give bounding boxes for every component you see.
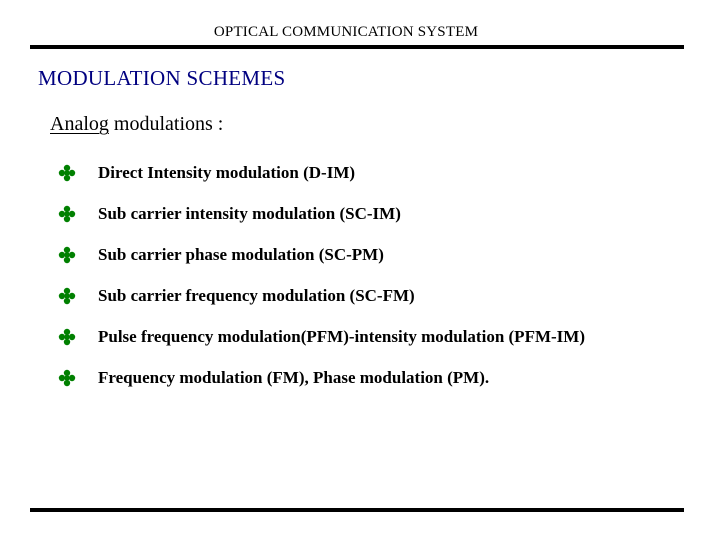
header-title: OPTICAL COMMUNICATION SYSTEM (213, 24, 479, 40)
list-item (58, 357, 585, 398)
diamond-bullet-icon (58, 205, 76, 223)
bullet-text: Sub carrier phase modulation (SC-PM) (98, 244, 384, 264)
list-item (58, 275, 585, 316)
top-divider (30, 45, 684, 49)
bullet-text: Sub carrier intensity modulation (SC-IM) (98, 203, 401, 223)
list-item (58, 234, 585, 275)
bullet-text: Frequency modulation (FM), Phase modulation (PM). (98, 367, 490, 387)
bullet-list (58, 152, 585, 398)
bottom-divider (30, 508, 684, 512)
subheading (50, 113, 223, 136)
subheading-rest: modulations : (108, 113, 224, 135)
subheading-underlined: Analog (50, 113, 109, 135)
list-item (58, 316, 585, 357)
list-item (58, 193, 585, 234)
diamond-bullet-icon (58, 287, 76, 305)
list-item (58, 152, 585, 193)
diamond-bullet-icon (58, 328, 76, 346)
bullet-text: Sub carrier frequency modulation (SC-FM) (98, 285, 415, 305)
diamond-bullet-icon (58, 164, 76, 182)
diamond-bullet-icon (58, 246, 76, 264)
bullet-text: Pulse frequency modulation(PFM)-intensity modulation (PFM-IM) (98, 326, 585, 346)
section-title: MODULATION SCHEMES (38, 66, 286, 90)
diamond-bullet-icon (58, 369, 76, 387)
bullet-text: Direct Intensity modulation (D-IM) (98, 162, 356, 182)
